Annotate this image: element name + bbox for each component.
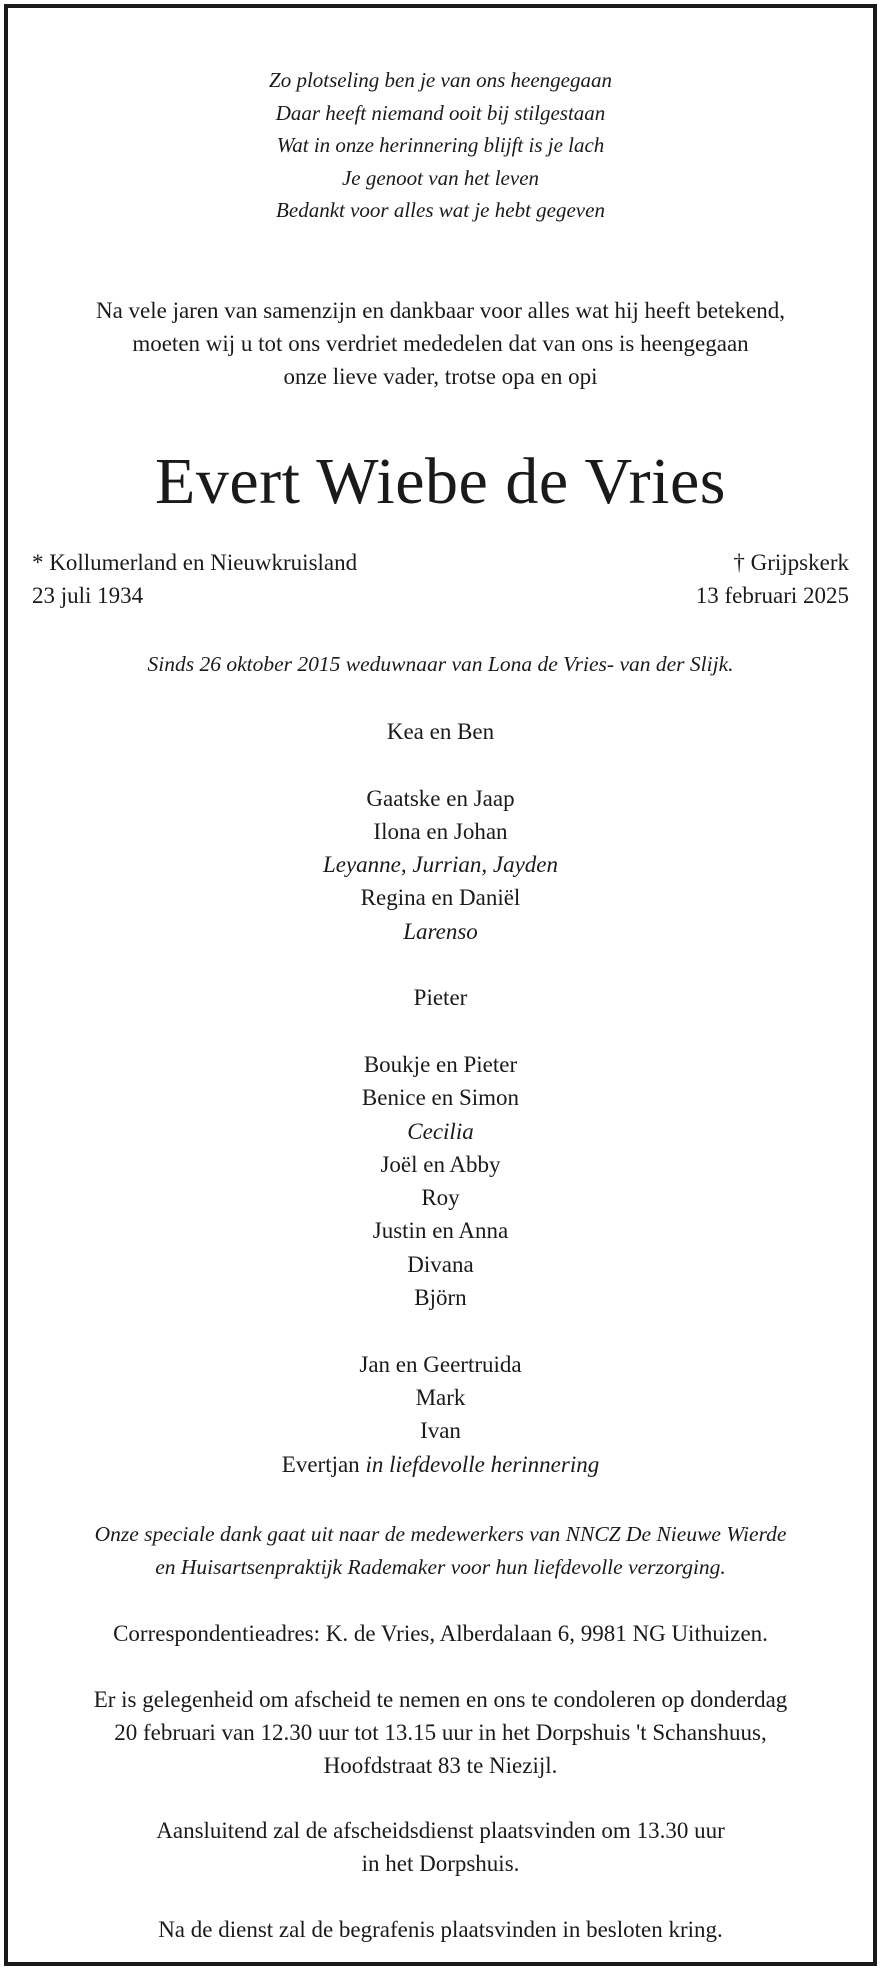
family-member: Justin en Anna — [372, 1218, 509, 1244]
family-member: Boukje en Pieter — [363, 1051, 518, 1077]
poem-line: Bedankt voor alles wat je hebt gegeven — [276, 198, 605, 222]
death-info — [696, 546, 849, 612]
service-line: Aansluitend zal de afscheidsdienst plaatsvinden om 13.30 uur — [156, 1818, 725, 1843]
family-member: Björn — [414, 1285, 467, 1311]
service-info — [8, 1814, 873, 1880]
thanks-line: Onze speciale dank gaat uit naar de medewerkers van NNCZ De Nieuwe Wierde — [94, 1522, 787, 1546]
birth-info — [32, 546, 357, 612]
poem-line: Je genoot van het leven — [341, 165, 540, 190]
birth-date: 23 juli 1934 — [32, 583, 144, 608]
memorial-note: in liefdevolle herinnering — [365, 1451, 600, 1477]
grandchildren: Leyanne, Jurrian, Jayden — [322, 852, 559, 878]
thanks-note — [28, 1518, 853, 1584]
death-place: † Grijpskerk — [733, 550, 849, 575]
family-member-memorial — [8, 1448, 873, 1481]
family-member: Kea en Ben — [386, 719, 495, 744]
birth-place: * Kollumerland en Nieuwkruisland — [32, 550, 358, 575]
family-member: Mark — [415, 1384, 466, 1410]
death-date: 13 februari 2025 — [695, 583, 849, 608]
farewell-line: 20 februari van 12.30 uur tot 13.15 uur in het Dorpshuis 't Schanshuus, — [114, 1720, 767, 1745]
poem-line: Wat in onze herinnering blijft is je lach — [276, 133, 605, 157]
intro-line: moeten wij u tot ons verdriet mededelen dat van ons is heengegaan — [132, 331, 749, 356]
thanks-line: en Huisartsenpraktijk Rademaker voor hun liefdevolle verzorging. — [155, 1555, 726, 1579]
grandchildren: Cecilia — [407, 1118, 474, 1144]
grandchildren: Larenso — [403, 918, 478, 944]
family-member-name: Evertjan — [281, 1451, 360, 1477]
family-group — [8, 1048, 873, 1314]
poem-line: Zo plotseling ben je van ons heengegaan — [269, 68, 612, 92]
family-member: Benice en Simon — [361, 1085, 520, 1111]
intro-text — [28, 294, 853, 393]
farewell-line: Er is gelegenheid om afscheid te nemen en ons te condoleren op donderdag — [93, 1687, 788, 1712]
burial-note: Na de dienst zal de begrafenis plaatsvinden in besloten kring. — [158, 1917, 723, 1942]
widower-note: Sinds 26 oktober 2015 weduwnaar van Lona de Vries- van der Slijk. — [147, 652, 734, 676]
family-member: Ilona en Johan — [373, 818, 508, 844]
family-member: Roy — [421, 1185, 460, 1211]
family-group — [8, 782, 873, 948]
obituary-card — [4, 4, 877, 1966]
family-member: Regina en Daniël — [360, 885, 521, 911]
family-member: Pieter — [413, 985, 468, 1011]
farewell-info — [28, 1683, 853, 1782]
service-line: in het Dorpshuis. — [361, 1851, 520, 1876]
intro-line: onze lieve vader, trotse opa en opi — [283, 364, 598, 389]
family-member: Jan en Geertruida — [359, 1351, 522, 1377]
family-member: Divana — [407, 1251, 474, 1277]
deceased-name: Evert Wiebe de Vries — [155, 445, 726, 518]
family-member: Ivan — [420, 1418, 461, 1444]
family-member: Joël en Abby — [380, 1151, 501, 1177]
intro-line: Na vele jaren van samenzijn en dankbaar voor alles wat hij heeft betekend, — [95, 298, 786, 323]
life-dates — [32, 546, 849, 612]
farewell-line: Hoofdstraat 83 te Niezijl. — [323, 1753, 558, 1778]
family-member: Gaatske en Jaap — [366, 785, 515, 811]
family-list — [8, 715, 873, 1481]
poem — [8, 64, 873, 227]
correspondence-address: Correspondentieadres: K. de Vries, Alberdalaan 6, 9981 NG Uithuizen. — [113, 1621, 768, 1646]
poem-line: Daar heeft niemand ooit bij stilgestaan — [275, 100, 606, 125]
